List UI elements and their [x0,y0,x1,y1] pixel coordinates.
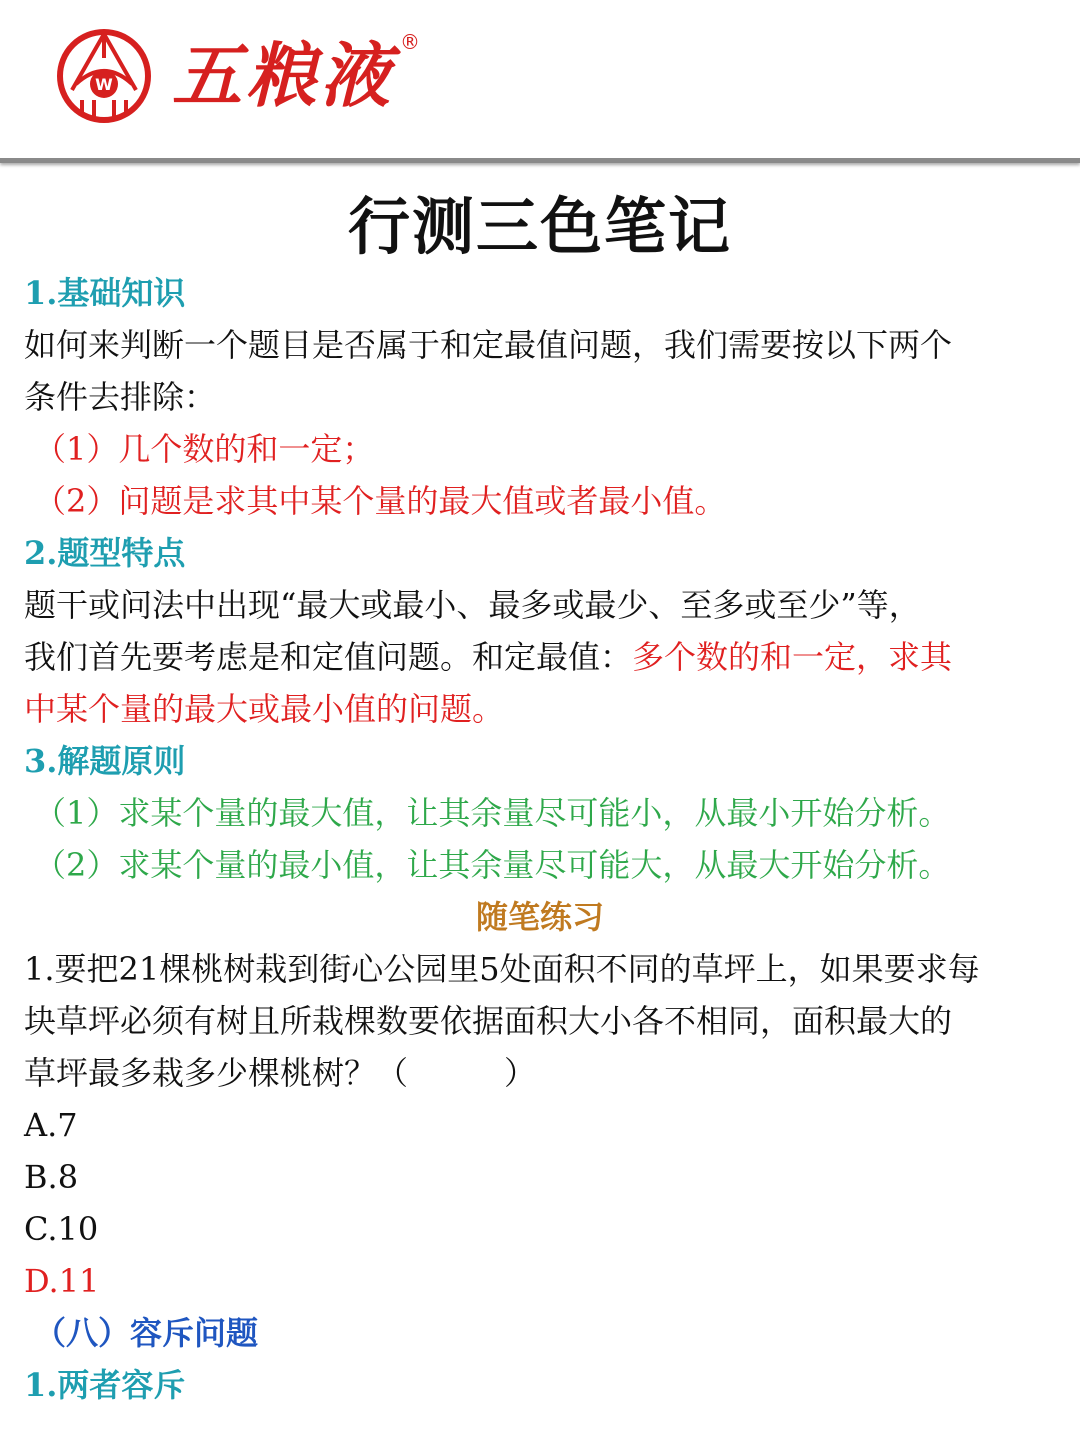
practice-heading: 随笔练习 [475,898,604,936]
notes-content [0,267,1080,1411]
condition-item: （2）问题是求其中某个量的最大值或者最小值。 [34,482,727,520]
brand-name: 五粮液 [172,34,394,117]
condition-item: （1）几个数的和一定； [34,430,375,468]
option-d-answer: D.11 [24,1262,100,1300]
principle-item: （2）求某个量的最小值，让其余量尽可能大，从最大开始分析。 [34,846,951,884]
paragraph: 如何来判断一个题目是否属于和定最值问题，我们需要按以下两个 [24,326,953,364]
svg-text:W: W [95,75,113,94]
option-c: C.10 [24,1210,99,1248]
question-text: 块草坪必须有树且所栽棵数要依据面积大小各不相同，面积最大的 [24,1002,953,1040]
highlight-text: 中某个量的最大或最小值的问题。 [24,690,505,728]
section-heading-two-set: 1.两者容斥 [24,1366,186,1404]
paragraph-text: 我们首先要考虑是和定值问题。和定最值： [24,638,633,676]
question-text: 1.要把21棵桃树栽到街心公园里5处面积不同的草坪上，如果要求每 [24,950,980,988]
principle-item: （1）求某个量的最大值，让其余量尽可能小，从最小开始分析。 [34,794,951,832]
header [0,0,1080,158]
highlight-text: 多个数的和一定，求其 [632,638,953,676]
chapter-heading: （八）容斥问题 [34,1314,259,1352]
section-heading-basics: 1.基础知识 [24,274,186,312]
page-title: 行测三色笔记 [347,190,732,263]
option-b: B.8 [24,1158,79,1196]
paragraph [24,631,1056,683]
section-heading-features: 2.题型特点 [24,534,186,572]
paragraph: 条件去排除： [24,378,217,416]
option-a: A.7 [24,1106,78,1144]
question-text: 草坪最多栽多少棵桃树？（ ） [24,1054,537,1092]
header-divider [0,158,1080,163]
paragraph: 题干或问法中出现“最大或最小、最多或最少、至多或至少”等， [24,586,921,624]
section-heading-principles: 3.解题原则 [24,742,186,780]
wuliangye-logo-icon [54,28,154,124]
registered-mark: ® [400,30,420,54]
